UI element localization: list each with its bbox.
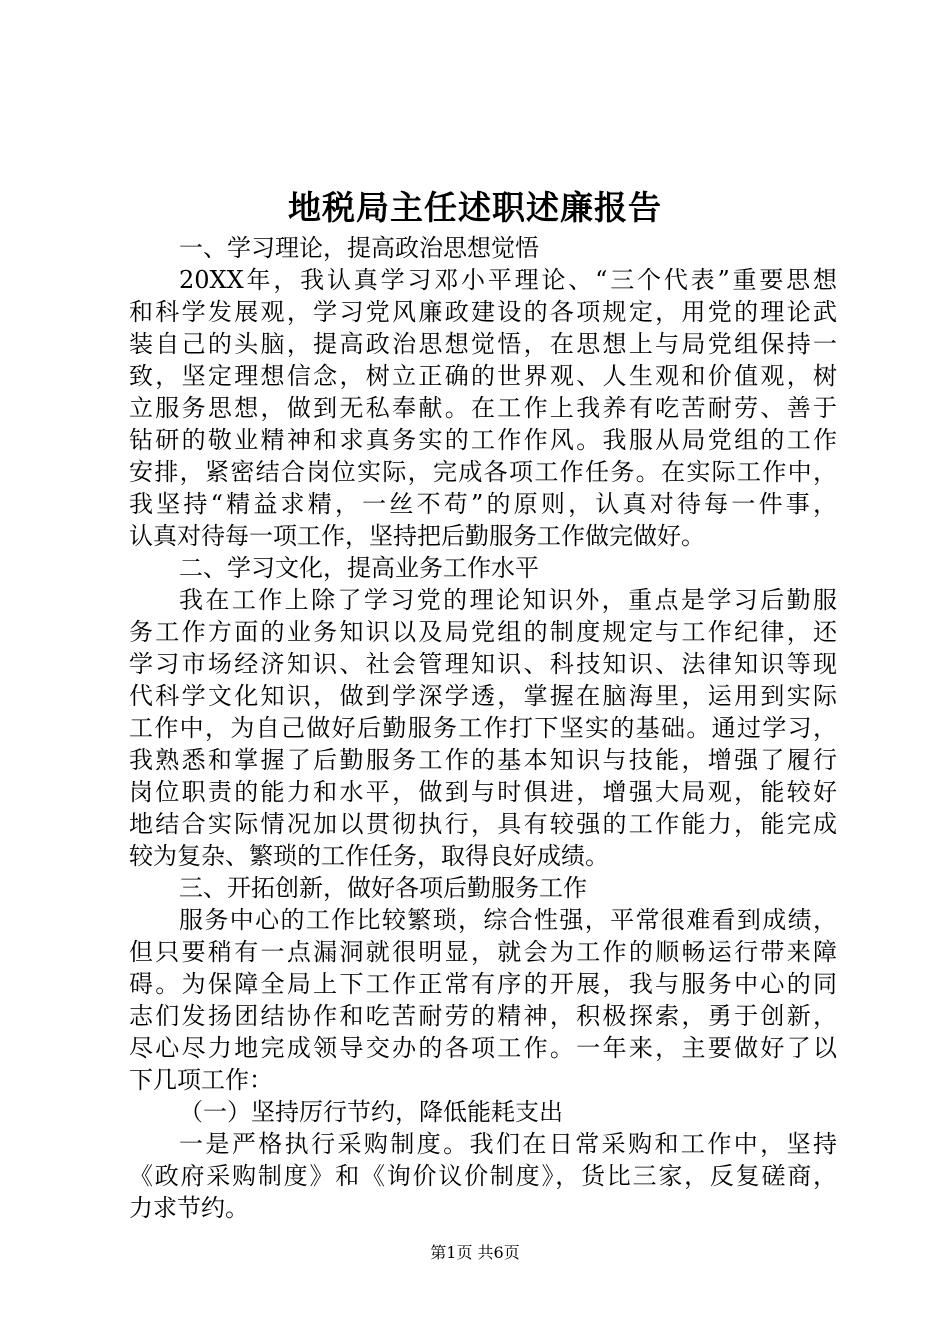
paragraph-line: 尽心尽力地完成领导交办的各项工作。一年来，主要做好了以 bbox=[129, 1034, 837, 1062]
paragraph-line: 岗位职责的能力和水平，做到与时俱进，增强大局观，能较好 bbox=[129, 778, 837, 806]
paragraph-line: 地结合实际情况加以贯彻执行，具有较强的工作能力，能完成 bbox=[129, 810, 837, 838]
paragraph-line: 我熟悉和掌握了后勤服务工作的基本知识与技能，增强了履行 bbox=[129, 746, 837, 774]
paragraph-line: 代科学文化知识，做到学深学透，掌握在脑海里，运用到实际 bbox=[129, 682, 837, 710]
paragraph-line: 20XX年，我认真学习邓小平理论、“三个代表”重要思想 bbox=[179, 266, 837, 294]
paragraph-line: 装自己的头脑，提高政治思想觉悟，在思想上与局党组保持一 bbox=[129, 330, 837, 358]
paragraph-line: 碍。为保障全局上下工作正常有序的开展，我与服务中心的同 bbox=[129, 970, 837, 998]
paragraph-line: 力求节约。 bbox=[129, 1194, 249, 1222]
paragraph-line: 工作中，为自己做好后勤服务工作打下坚实的基础。通过学习， bbox=[129, 714, 837, 742]
section-heading: 二、学习文化，提高业务工作水平 bbox=[179, 554, 539, 582]
paragraph-line: 认真对待每一项工作，坚持把后勤服务工作做完做好。 bbox=[129, 522, 705, 550]
paragraph-line: 一是严格执行采购制度。我们在日常采购和工作中，坚持 bbox=[179, 1130, 837, 1158]
paragraph-line: 服务中心的工作比较繁琐，综合性强，平常很难看到成绩， bbox=[179, 906, 837, 934]
subsection-heading: （一）坚持厉行节约，降低能耗支出 bbox=[179, 1098, 563, 1126]
paragraph-line: 但只要稍有一点漏洞就很明显，就会为工作的顺畅运行带来障 bbox=[129, 938, 837, 966]
document-body bbox=[129, 232, 837, 1224]
paragraph-line: 《政府采购制度》和《询价议价制度》，货比三家，反复磋商， bbox=[129, 1162, 837, 1190]
page-title: 地税局主任述职述廉报告 bbox=[288, 188, 662, 227]
paragraph-line: 安排，紧密结合岗位实际，完成各项工作任务。在实际工作中， bbox=[129, 458, 837, 486]
paragraph-line: 我坚持“精益求精，一丝不苟”的原则，认真对待每一件事， bbox=[129, 490, 837, 518]
paragraph-line: 致，坚定理想信念，树立正确的世界观、人生观和价值观，树 bbox=[129, 362, 837, 390]
section-heading: 三、开拓创新，做好各项后勤服务工作 bbox=[179, 874, 587, 902]
paragraph-line: 学习市场经济知识、社会管理知识、科技知识、法律知识等现 bbox=[129, 650, 837, 678]
page-number-footer: 第1页 共6页 bbox=[430, 1243, 520, 1262]
paragraph-line: 和科学发展观，学习党风廉政建设的各项规定，用党的理论武 bbox=[129, 298, 837, 326]
paragraph-line: 我在工作上除了学习党的理论知识外，重点是学习后勤服 bbox=[179, 586, 837, 614]
paragraph-line: 较为复杂、繁琐的工作任务，取得良好成绩。 bbox=[129, 842, 609, 870]
paragraph-line: 务工作方面的业务知识以及局党组的制度规定与工作纪律，还 bbox=[129, 618, 837, 646]
paragraph-line: 志们发扬团结协作和吃苦耐劳的精神，积极探索，勇于创新， bbox=[129, 1002, 837, 1030]
paragraph-line: 立服务思想，做到无私奉献。在工作上我养有吃苦耐劳、善于 bbox=[129, 394, 837, 422]
paragraph-line: 下几项工作： bbox=[129, 1066, 273, 1094]
section-heading: 一、学习理论，提高政治思想觉悟 bbox=[179, 234, 539, 262]
paragraph-line: 钻研的敬业精神和求真务实的工作作风。我服从局党组的工作 bbox=[129, 426, 837, 454]
